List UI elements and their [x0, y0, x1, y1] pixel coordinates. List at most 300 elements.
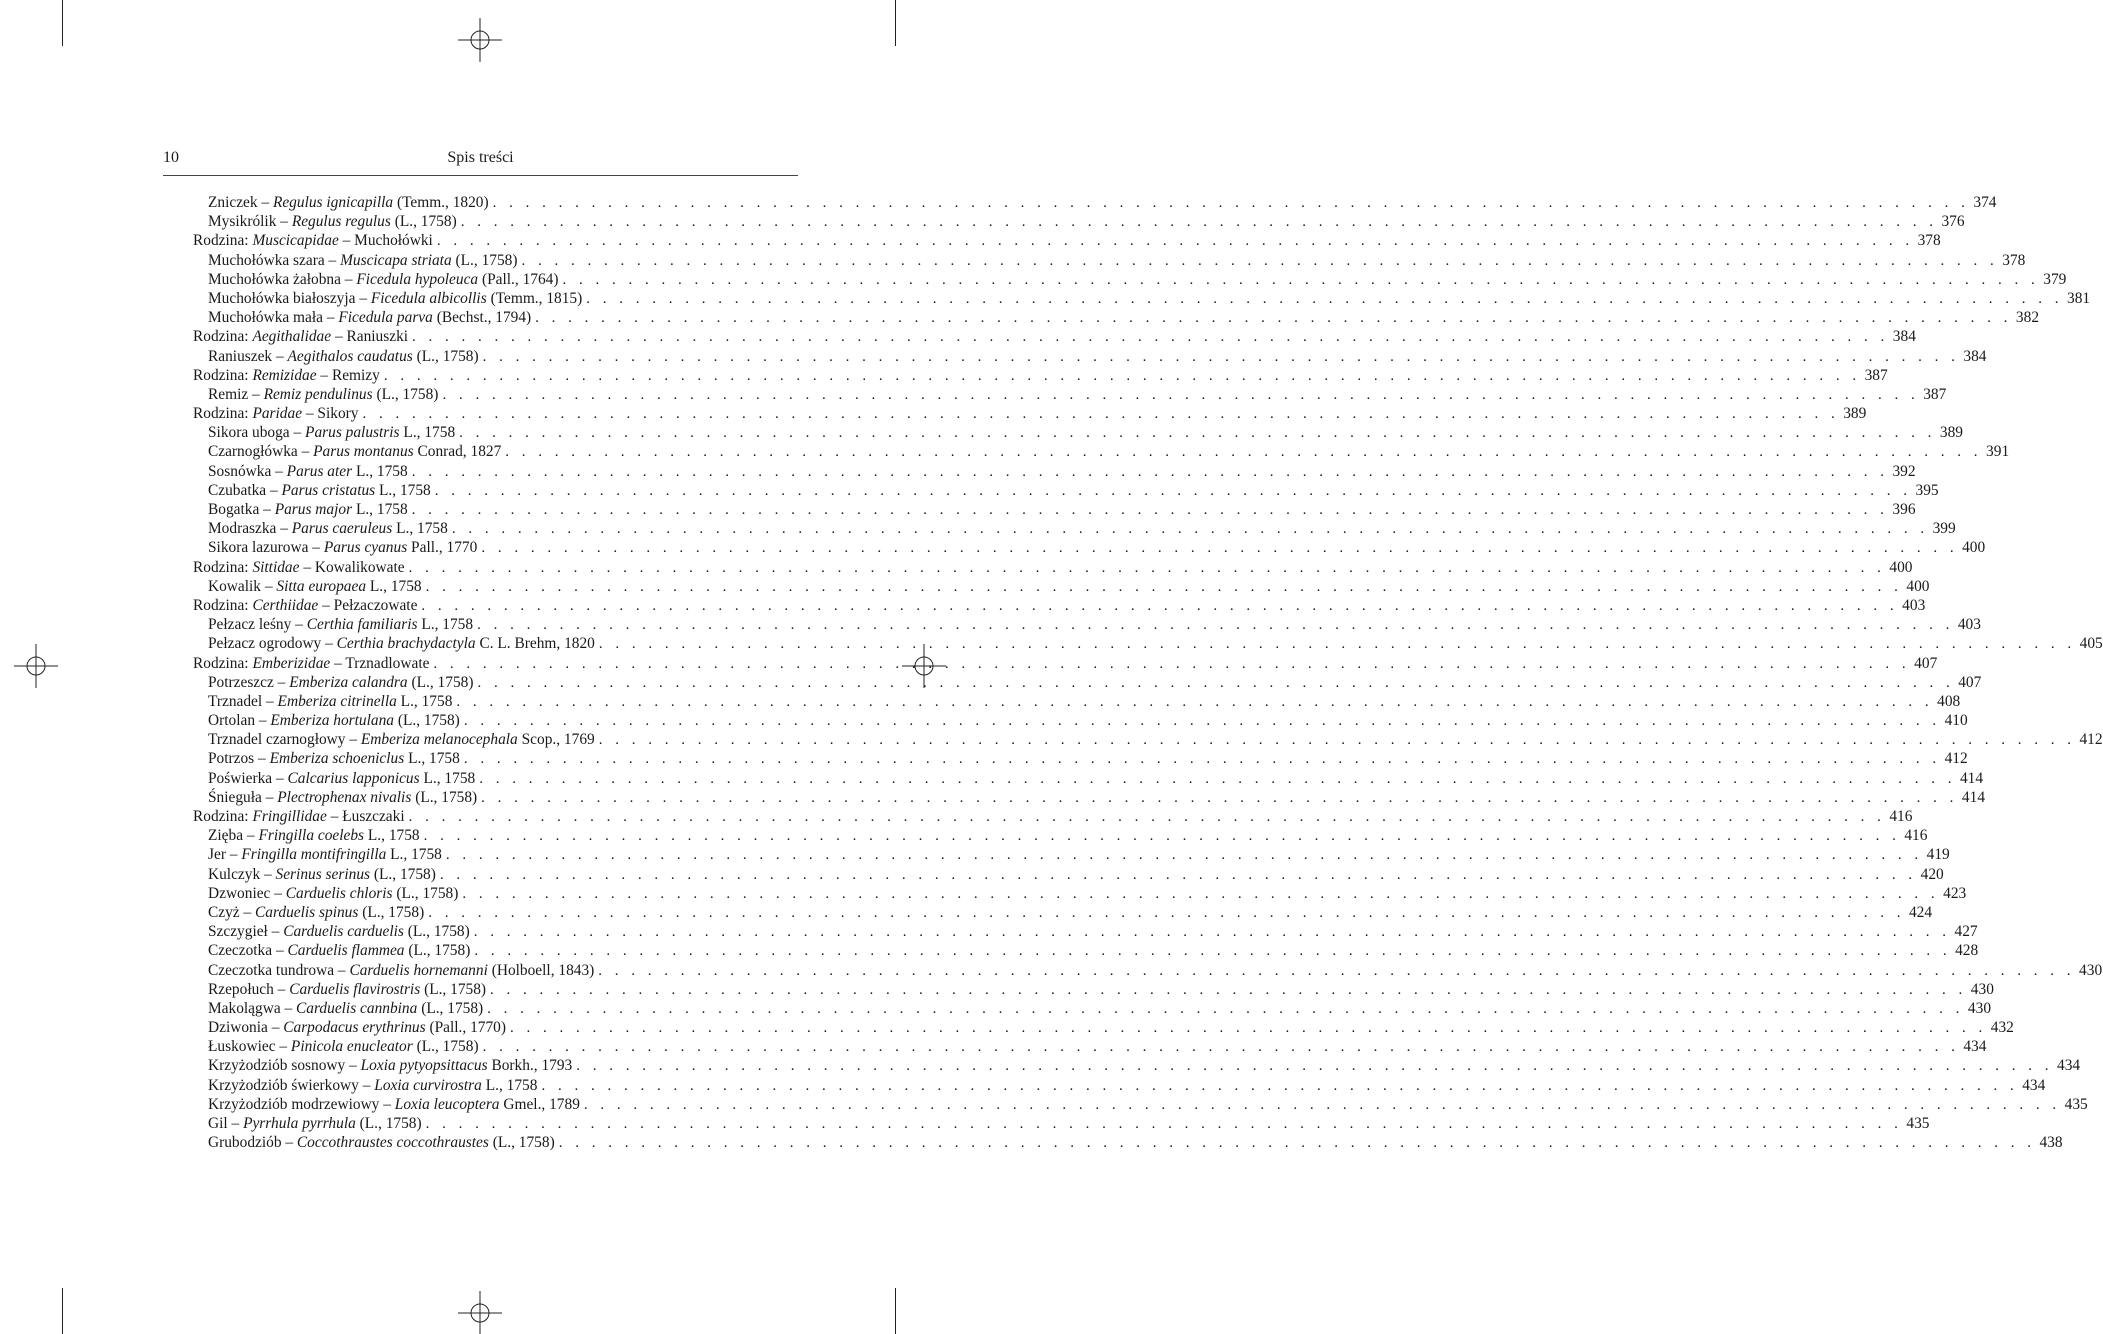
toc-species-entry — [193, 692, 1961, 711]
toc-entry-name: Rodzina: — [193, 232, 249, 250]
toc-species-entry — [193, 941, 1979, 960]
toc-dot-leader: . . . . . . . . . . . . . . . . . . . . . . . . . . . . . . . . . . . . . . . . . . . . . . . . . . . . . . . . . . . . . . . . . . . . . . . . . . . . . . . . . . . . . . . . . . — [562, 271, 2040, 288]
toc-dot-leader: . . . . . . . . . . . . . . . . . . . . . . . . . . . . . . . . . . . . . . . . . . . . . . . . . . . . . . . . . . . . . . . . . . . . . . . . . . . . . . . . . . . . . . . . . . — [481, 540, 1959, 557]
toc-page-number: 438 — [2039, 1134, 2063, 1152]
toc-entry-common-name: Raniuszki — [346, 328, 409, 346]
toc-entry-name: Czarnogłówka — [208, 443, 298, 461]
toc-entry-title: Sikora uboga – Parus palustris L., 1758 — [208, 424, 456, 442]
toc-entry-title: Czyż – Carduelis spinus (L., 1758) — [208, 903, 425, 921]
toc-entry-title: Dzwoniec – Carduelis chloris (L., 1758) — [208, 884, 459, 902]
toc-page-number: 420 — [1920, 865, 1944, 883]
toc-entry-latin-name: Parus cyanus — [323, 539, 408, 557]
toc-page-number: 374 — [1973, 194, 1997, 211]
toc-entry-title: Rodzina: Remizidae – Remizy — [193, 366, 380, 384]
toc-species-entry — [193, 212, 1965, 231]
toc-entry-name: Rodzina: — [193, 654, 249, 672]
toc-species-entry — [193, 1037, 1987, 1056]
toc-dot-leader: . . . . . . . . . . . . . . . . . . . . . . . . . . . . . . . . . . . . . . . . . . . . . . . . . . . . . . . . . . . . . . . . . . . . . . . . . . . . . . . . . . . . . . . . . . — [474, 943, 1952, 960]
toc-dot-leader: . . . . . . . . . . . . . . . . . . . . . . . . . . . . . . . . . . . . . . . . . . . . . . . . . . . . . . . . . . . . . . . . . . . . . . . . . . . . . . . . . . . . . . . . . . — [456, 693, 1934, 710]
toc-entry-title: Zniczek – Regulus ignicapilla (Temm., 1820) — [208, 194, 489, 211]
toc-entry-latin-name: Pyrrhula pyrrhula — [243, 1115, 356, 1132]
toc-entry-latin-name: Certhia familiaris — [306, 616, 418, 634]
toc-entry-title: Trznadel – Emberiza citrinella L., 1758 — [208, 692, 453, 710]
toc-entry-latin-name: Carduelis cannbina — [296, 999, 418, 1017]
toc-species-entry — [193, 788, 1986, 807]
toc-dot-leader: . . . . . . . . . . . . . . . . . . . . . . . . . . . . . . . . . . . . . . . . . . . . . . . . . . . . . . . . . . . . . . . . . . . . . . . . . . . . . . . . . . . . . . . . . . — [463, 751, 1941, 768]
toc-entry-common-name: Sikory — [317, 405, 359, 423]
toc-entry-latin-name: Carduelis flavirostris — [289, 980, 421, 998]
toc-entry-name: Krzyżodziób modrzewiowy — [208, 1095, 380, 1113]
toc-dot-leader: . . . . . . . . . . . . . . . . . . . . . . . . . . . . . . . . . . . . . . . . . . . . . . . . . . . . . . . . . . . . . . . . . . . . . . . . . . . . . . . . . . . . . . . . . . — [510, 1020, 1987, 1037]
toc-entry-title: Muchołówka białoszyja – Ficedula albicollis (Temm., 1815) — [208, 289, 583, 307]
toc-species-entry — [193, 538, 1986, 557]
toc-entry-latin-name: Fringilla montifringilla — [241, 846, 387, 864]
toc-dot-leader: . . . . . . . . . . . . . . . . . . . . . . . . . . . . . . . . . . . . . . . . . . . . . . . . . . . . . . . . . . . . . . . . . . . . . . . . . . . . . . . . . . . . . . . . . . — [436, 233, 1914, 250]
toc-entry-name: Rodzina: — [193, 558, 249, 576]
toc-dot-leader: . . . . . . . . . . . . . . . . . . . . . . . . . . . . . . . . . . . . . . . . . . . . . . . . . . . . . . . . . . . . . . . . . . . . . . . . . . . . . . . . . . . . . . . . . . — [445, 847, 1923, 864]
toc-entry-common-name: Łuszczaki — [342, 808, 405, 825]
toc-species-entry — [193, 519, 1956, 538]
toc-entry-title: Pełzacz ogrodowy – Certhia brachydactyla C. L. Brehm, 1820 — [208, 635, 595, 653]
toc-entry-latin-name: Carpodacus erythrinus — [283, 1019, 426, 1037]
toc-dot-leader: . . . . . . . . . . . . . . . . . . . . . . . . . . . . . . . . . . . . . . . . . . . . . . . . . . . . . . . . . . . . . . . . . . . . . . . . . . . . . . . . . . . . . . . . . . — [521, 252, 1999, 269]
toc-page-number: 384 — [1963, 347, 1987, 365]
toc-entry-latin-name: Regulus ignicapilla — [272, 194, 394, 211]
toc-entry-authority: (L., 1758) — [416, 1038, 479, 1056]
toc-family-entry — [193, 366, 1888, 385]
toc-entry-name: Ortolan — [208, 712, 256, 730]
toc-species-entry — [193, 423, 1963, 442]
toc-entry-name: Potrzos — [208, 750, 255, 768]
toc-entry-latin-name: Muscicapa striata — [340, 251, 452, 269]
toc-page-number: 405 — [2079, 635, 2103, 653]
toc-entry-name: Muchołówka mała — [208, 309, 323, 327]
toc-entry-authority: (L., 1758) — [359, 1115, 422, 1132]
toc-entry-name: Grubodziób — [208, 1134, 282, 1152]
toc-species-entry — [193, 308, 2040, 327]
toc-dot-leader: . . . . . . . . . . . . . . . . . . . . . . . . . . . . . . . . . . . . . . . . . . . . . . . . . . . . . . . . . . . . . . . . . . . . . . . . . . . . . . . . . . . . . . . . . . — [425, 1116, 1903, 1132]
toc-dot-leader: . . . . . . . . . . . . . . . . . . . . . . . . . . . . . . . . . . . . . . . . . . . . . . . . . . . . . . . . . . . . . . . . . . . . . . . . . . . . . . . . . . . . . . . . . . — [408, 559, 1886, 576]
toc-page-number: 384 — [1892, 328, 1916, 346]
page-number: 10 — [163, 149, 179, 166]
toc-entry-authority: L., 1758 — [408, 750, 460, 768]
toc-family-entry — [193, 654, 1938, 673]
toc-entry-authority: (Pall., 1764) — [481, 270, 559, 288]
toc-entry-title: Rodzina: Paridae – Sikory — [193, 405, 359, 423]
toc-entry-title: Remiz – Remiz pendulinus (L., 1758) — [208, 385, 439, 403]
toc-entry-latin-name: Emberizidae — [252, 654, 331, 672]
toc-page-number: 400 — [1889, 558, 1913, 576]
toc-entry-name: Raniuszek — [208, 347, 273, 365]
toc-entry-latin-name: Parus palustris — [305, 424, 400, 442]
toc-entry-authority: Scop., 1769 — [521, 731, 595, 749]
toc-dot-leader: . . . . . . . . . . . . . . . . . . . . . . . . . . . . . . . . . . . . . . . . . . . . . . . . . . . . . . . . . . . . . . . . . . . . . . . . . . . . . . . . . . . . . . . . . . — [481, 789, 1958, 806]
toc-species-entry — [193, 865, 1944, 884]
toc-entry-authority: (L., 1758) — [408, 942, 471, 960]
toc-entry-authority: (Pall., 1770) — [429, 1019, 506, 1037]
toc-page-number: 434 — [2022, 1076, 2046, 1094]
toc-entry-authority: (Temm., 1820) — [396, 194, 489, 211]
toc-species-entry — [193, 673, 1982, 692]
toc-entry-name: Trznadel czarnogłowy — [208, 731, 346, 749]
toc-entry-authority: L., 1758 — [367, 827, 420, 845]
toc-entry-name: Szczygieł — [208, 923, 268, 941]
crop-mark — [895, 0, 896, 46]
crop-mark — [62, 0, 63, 46]
toc-dot-leader: . . . . . . . . . . . . . . . . . . . . . . . . . . . . . . . . . . . . . . . . . . . . . . . . . . . . . . . . . . . . . . . . . . . . . . . . . . . . . . . . . . . . . . . . . . — [451, 521, 1929, 538]
toc-dot-leader: . . . . . . . . . . . . . . . . . . . . . . . . . . . . . . . . . . . . . . . . . . . . . . . . . . . . . . . . . . . . . . . . . . . . . . . . . . . . . . . . . . . . . . . . . . — [477, 617, 1954, 634]
toc-entry-authority: Pall., 1770 — [411, 539, 478, 557]
toc-dot-leader: . . . . . . . . . . . . . . . . . . . . . . . . . . . . . . . . . . . . . . . . . . . . . . . . . . . . . . . . . . . . . . . . . . . . . . . . . . . . . . . . . . . . . . . . . . — [433, 655, 1911, 672]
toc-entry-name: Pełzacz leśny — [208, 616, 292, 634]
toc-entry-title: Pełzacz leśny – Certhia familiaris L., 1758 — [208, 616, 474, 634]
toc-entry-latin-name: Ficedula hypoleuca — [356, 270, 479, 288]
toc-entry-title: Krzyżodziób modrzewiowy – Loxia leucoptera Gmel., 1789 — [208, 1095, 580, 1113]
toc-entry-latin-name: Parus caeruleus — [291, 520, 393, 538]
toc-entry-name: Rodzina: — [193, 366, 249, 384]
toc-entry-title: Bogatka – Parus major L., 1758 — [208, 501, 408, 518]
toc-dot-leader: . . . . . . . . . . . . . . . . . . . . . . . . . . . . . . . . . . . . . . . . . . . . . . . . . . . . . . . . . . . . . . . . . . . . . . . . . . . . . . . . . . . . . . . . . . — [479, 770, 1956, 787]
toc-entry-title: Gil – Pyrrhula pyrrhula (L., 1758) — [208, 1115, 422, 1132]
toc-entry-name: Śnieguła — [208, 788, 262, 806]
toc-entry-name: Krzyżodziób sosnowy — [208, 1057, 346, 1075]
toc-entry-authority: C. L. Brehm, 1820 — [479, 635, 595, 653]
toc-family-entry — [193, 807, 1913, 826]
toc-page-number: 400 — [1906, 577, 1930, 595]
toc-entry-latin-name: Aegithalos caudatus — [287, 347, 413, 365]
toc-entry-latin-name: Carduelis flammea — [287, 942, 405, 960]
toc-dot-leader: . . . . . . . . . . . . . . . . . . . . . . . . . . . . . . . . . . . . . . . . . . . . . . . . . . . . . . . . . . . . . . . . . . . . . . . . . . . . . . . . . . . . . . . . . . — [411, 502, 1889, 518]
toc-entry-title: Krzyżodziób sosnowy – Loxia pytyopsittacus Borkh., 1793 — [208, 1057, 573, 1075]
toc-entry-title: Rodzina: Emberizidae – Trznadlowate — [193, 654, 430, 672]
toc-dot-leader: . . . . . . . . . . . . . . . . . . . . . . . . . . . . . . . . . . . . . . . . . . . . . . . . . . . . . . . . . . . . . . . . . . . . . . . . . . . . . . . . . . . . . . . . . . — [492, 195, 1970, 211]
toc-entry-title: Mysikrólik – Regulus regulus (L., 1758) — [208, 213, 457, 231]
toc-page-number: 399 — [1932, 520, 1956, 538]
toc-entry-latin-name: Parus ater — [286, 462, 353, 480]
toc-dot-leader: . . . . . . . . . . . . . . . . . . . . . . . . . . . . . . . . . . . . . . . . . . . . . . . . . . . . . . . . . . . . . . . . . . . . . . . . . . . . . . . . . . . . . . . . . . — [442, 386, 1920, 403]
toc-dot-leader: . . . . . . . . . . . . . . . . . . . . . . . . . . . . . . . . . . . . . . . . . . . . . . . . . . . . . . . . . . . . . . . . . . . . . . . . . . . . . . . . . . . . . . . . . . — [412, 329, 1889, 346]
toc-entry-latin-name: Loxia pytyopsittacus — [360, 1057, 488, 1075]
toc-page-number: 400 — [1962, 539, 1986, 557]
toc-entry-authority: L., 1758 — [485, 1076, 538, 1094]
toc-entry-latin-name: Parus montanus — [313, 443, 414, 461]
toc-entry-name: Kowalik — [208, 577, 262, 595]
toc-entry-name: Czeczotka — [208, 942, 273, 960]
toc-entry-title: Jer – Fringilla montifringilla L., 1758 — [208, 846, 442, 864]
toc-page-number: 407 — [1914, 654, 1938, 672]
toc-entry-authority: L., 1758 — [423, 769, 476, 787]
toc-entry-latin-name: Carduelis hornemanni — [349, 961, 488, 979]
toc-species-entry — [193, 1056, 2081, 1075]
toc-dot-leader: . . . . . . . . . . . . . . . . . . . . . . . . . . . . . . . . . . . . . . . . . . . . . . . . . . . . . . . . . . . . . . . . . . . . . . . . . . . . . . . . . . . . . . . . . . — [428, 904, 1905, 921]
toc-entry-name: Gil — [208, 1115, 228, 1132]
toc-dot-leader: . . . . . . . . . . . . . . . . . . . . . . . . . . . . . . . . . . . . . . . . . . . . . . . . . . . . . . . . . . . . . . . . . . . . . . . . . . . . . . . . . . . . . . . . . . — [576, 1058, 2053, 1075]
toc-species-entry — [193, 769, 1984, 788]
toc-page-number: 387 — [1864, 366, 1888, 384]
toc-entry-authority: (L., 1758) — [415, 788, 478, 806]
toc-species-entry — [193, 634, 2103, 653]
toc-species-entry — [193, 347, 1987, 366]
toc-species-entry — [193, 884, 1967, 903]
toc-species-entry — [193, 442, 2010, 461]
toc-entry-name: Sikora lazurowa — [208, 539, 309, 557]
registration-mark-icon — [458, 18, 502, 62]
toc-entry-name: Trznadel — [208, 692, 263, 710]
toc-page-number: 395 — [1915, 481, 1939, 499]
toc-species-entry — [193, 385, 1947, 404]
toc-entry-name: Jer — [208, 846, 226, 864]
toc-entry-name: Czyż — [208, 903, 240, 921]
toc-page-number: 410 — [1944, 712, 1968, 730]
toc-page-number: 423 — [1943, 884, 1967, 902]
toc-entry-title: Sosnówka – Parus ater L., 1758 — [208, 462, 408, 480]
toc-family-entry — [193, 596, 1926, 615]
toc-species-entry — [193, 500, 1916, 519]
toc-page-number: 403 — [1957, 616, 1981, 634]
toc-species-entry — [193, 999, 1992, 1018]
toc-entry-title: Rodzina: Fringillidae – Łuszczaki — [193, 808, 405, 825]
toc-dot-leader: . . . . . . . . . . . . . . . . . . . . . . . . . . . . . . . . . . . . . . . . . . . . . . . . . . . . . . . . . . . . . . . . . . . . . . . . . . . . . . . . . . . . . . . . . . — [477, 674, 1955, 691]
toc-dot-leader: . . . . . . . . . . . . . . . . . . . . . . . . . . . . . . . . . . . . . . . . . . . . . . . . . . . . . . . . . . . . . . . . . . . . . . . . . . . . . . . . . . . . . . . . . . — [535, 310, 2012, 327]
toc-entry-name: Dzwoniec — [208, 884, 271, 902]
toc-entry-title: Raniuszek – Aegithalos caudatus (L., 1758) — [208, 347, 479, 365]
toc-dot-leader: . . . . . . . . . . . . . . . . . . . . . . . . . . . . . . . . . . . . . . . . . . . . . . . . . . . . . . . . . . . . . . . . . . . . . . . . . . . . . . . . . . . . . . . . . . — [598, 962, 2076, 979]
toc-entry-name: Sosnówka — [208, 462, 272, 480]
toc-entry-latin-name: Coccothraustes coccothraustes — [296, 1134, 489, 1152]
toc-entry-latin-name: Calcarius lapponicus — [287, 769, 420, 787]
toc-species-entry — [193, 615, 1981, 634]
toc-entry-title: Zięba – Fringilla coelebs L., 1758 — [208, 827, 420, 845]
toc-entry-latin-name: Remizidae — [252, 366, 317, 384]
crop-mark — [895, 1288, 896, 1334]
toc-entry-latin-name: Regulus regulus — [291, 213, 391, 231]
toc-dot-leader: . . . . . . . . . . . . . . . . . . . . . . . . . . . . . . . . . . . . . . . . . . . . . . . . . . . . . . . . . . . . . . . . . . . . . . . . . . . . . . . . . . . . . . . . . . — [463, 713, 1941, 730]
toc-page-number: 408 — [1937, 692, 1961, 710]
toc-entry-name: Czeczotka tundrowa — [208, 961, 335, 979]
toc-entry-name: Rzepołuch — [208, 980, 274, 998]
toc-page-number: 387 — [1923, 385, 1947, 403]
toc-dot-leader: . . . . . . . . . . . . . . . . . . . . . . . . . . . . . . . . . . . . . . . . . . . . . . . . . . . . . . . . . . . . . . . . . . . . . . . . . . . . . . . . . . . . . . . . . . — [583, 1096, 2061, 1113]
toc-entry-title: Modraszka – Parus caeruleus L., 1758 — [208, 520, 448, 538]
toc-dot-leader: . . . . . . . . . . . . . . . . . . . . . . . . . . . . . . . . . . . . . . . . . . . . . . . . . . . . . . . . . . . . . . . . . . . . . . . . . . . . . . . . . . . . . . . . . . — [462, 885, 1940, 902]
toc-page-number: 389 — [1939, 424, 1963, 442]
toc-dot-leader: . . . . . . . . . . . . . . . . . . . . . . . . . . . . . . . . . . . . . . . . . . . . . . . . . . . . . . . . . . . . . . . . . . . . . . . . . . . . . . . . . . . . . . . . . . — [598, 732, 2076, 749]
toc-dot-leader: . . . . . . . . . . . . . . . . . . . . . . . . . . . . . . . . . . . . . . . . . . . . . . . . . . . . . . . . . . . . . . . . . . . . . . . . . . . . . . . . . . . . . . . . . . — [505, 444, 1983, 461]
toc-entry-title: Rodzina: Certhiidae – Pełzaczowate — [193, 596, 418, 614]
toc-entry-name: Rodzina: — [193, 405, 249, 423]
toc-entry-authority: (L., 1758) — [416, 347, 479, 365]
toc-entry-latin-name: Emberiza schoeniclus — [269, 750, 405, 768]
registration-mark-icon — [458, 1291, 502, 1334]
toc-page-number: 378 — [1917, 232, 1941, 250]
toc-entry-authority: L., 1758 — [400, 692, 453, 710]
toc-page-number: 381 — [2067, 289, 2091, 307]
toc-dot-leader: . . . . . . . . . . . . . . . . . . . . . . . . . . . . . . . . . . . . . . . . . . . . . . . . . . . . . . . . . . . . . . . . . . . . . . . . . . . . . . . . . . . . . . . . . . — [558, 1135, 2036, 1152]
toc-entry-authority: L., 1758 — [355, 501, 408, 518]
toc-page-number: 419 — [1926, 846, 1950, 864]
toc-dot-leader: . . . . . . . . . . . . . . . . . . . . . . . . . . . . . . . . . . . . . . . . . . . . . . . . . . . . . . . . . . . . . . . . . . . . . . . . . . . . . . . . . . . . . . . . . . — [487, 1000, 1964, 1017]
toc-entry-name: Rodzina: — [193, 808, 249, 825]
toc-entry-title: Trznadel czarnogłowy – Emberiza melanocephala Scop., 1769 — [208, 731, 595, 749]
toc-entry-title: Kowalik – Sitta europaea L., 1758 — [208, 577, 422, 595]
toc-entry-authority: Gmel., 1789 — [503, 1095, 580, 1113]
toc-entry-latin-name: Fringilla coelebs — [258, 827, 365, 845]
toc-entry-name: Czubatka — [208, 481, 267, 499]
toc-page-number: 403 — [1902, 596, 1926, 614]
toc-entry-title: Muchołówka żałobna – Ficedula hypoleuca (Pall., 1764) — [208, 270, 559, 288]
toc-entry-latin-name: Remiz pendulinus — [263, 385, 373, 403]
toc-dot-leader: . . . . . . . . . . . . . . . . . . . . . . . . . . . . . . . . . . . . . . . . . . . . . . . . . . . . . . . . . . . . . . . . . . . . . . . . . . . . . . . . . . . . . . . . . . — [425, 578, 1903, 595]
toc-entry-latin-name: Emberiza hortulana — [270, 712, 394, 730]
toc-dot-leader: . . . . . . . . . . . . . . . . . . . . . . . . . . . . . . . . . . . . . . . . . . . . . . . . . . . . . . . . . . . . . . . . . . . . . . . . . . . . . . . . . . . . . . . . . . — [434, 482, 1912, 499]
toc-entry-name: Zniczek — [208, 194, 258, 211]
toc-page-number: 435 — [2064, 1095, 2088, 1113]
toc-family-entry — [193, 327, 1916, 346]
toc-dot-leader: . . . . . . . . . . . . . . . . . . . . . . . . . . . . . . . . . . . . . . . . . . . . . . . . . . . . . . . . . . . . . . . . . . . . . . . . . . . . . . . . . . . . . . . . . . — [490, 981, 1967, 998]
toc-entry-title: Czeczotka tundrowa – Carduelis hornemanni (Holboell, 1843) — [208, 961, 595, 979]
toc-entry-latin-name: Aegithalidae — [252, 328, 332, 346]
toc-entry-latin-name: Sittidae — [252, 558, 300, 576]
toc-page-number: 434 — [1963, 1038, 1987, 1056]
toc-page-number: 427 — [1954, 923, 1978, 941]
toc-entry-name: Bogatka — [208, 501, 260, 518]
toc-entry-common-name: Trznadlowate — [345, 654, 430, 672]
toc-entry-latin-name: Pinicola enucleator — [290, 1038, 413, 1056]
toc-entry-authority: (Temm., 1815) — [490, 289, 583, 307]
toc-entry-name: Kulczyk — [208, 865, 261, 883]
toc-dot-leader: . . . . . . . . . . . . . . . . . . . . . . . . . . . . . . . . . . . . . . . . . . . . . . . . . . . . . . . . . . . . . . . . . . . . . . . . . . . . . . . . . . . . . . . . . . — [482, 348, 1960, 365]
toc-page-number: 379 — [2043, 270, 2067, 288]
toc-entry-name: Mysikrólik — [208, 213, 277, 231]
toc-entry-latin-name: Ficedula albicollis — [370, 289, 487, 307]
toc-species-entry — [193, 1114, 1930, 1133]
toc-entry-latin-name: Parus cristatus — [281, 481, 376, 499]
toc-entry-latin-name: Loxia leucoptera — [394, 1095, 500, 1113]
toc-entry-latin-name: Fringillidae — [252, 808, 327, 825]
toc-entry-name: Makolągwa — [208, 999, 281, 1017]
toc-species-entry — [193, 711, 1968, 730]
toc-entry-authority: (Bechst., 1794) — [436, 309, 532, 327]
toc-family-entry — [193, 404, 1867, 423]
toc-page-number: 432 — [1990, 1019, 2014, 1037]
toc-entry-name: Sikora uboga — [208, 424, 290, 442]
toc-entry-latin-name: Carduelis chloris — [285, 884, 393, 902]
toc-entry-authority: (L., 1758) — [396, 884, 459, 902]
toc-entry-authority: Conrad, 1827 — [417, 443, 502, 461]
toc-entry-authority: (L., 1758) — [492, 1134, 555, 1152]
toc-entry-title: Dziwonia – Carpodacus erythrinus (Pall., 1770) — [208, 1019, 506, 1037]
toc-dot-leader: . . . . . . . . . . . . . . . . . . . . . . . . . . . . . . . . . . . . . . . . . . . . . . . . . . . . . . . . . . . . . . . . . . . . . . . . . . . . . . . . . . . . . . . . . . — [421, 597, 1899, 614]
toc-dot-leader: . . . . . . . . . . . . . . . . . . . . . . . . . . . . . . . . . . . . . . . . . . . . . . . . . . . . . . . . . . . . . . . . . . . . . . . . . . . . . . . . . . . . . . . . . . — [411, 463, 1889, 480]
toc-entry-authority: (L., 1758) — [362, 903, 425, 921]
toc-page-number: 412 — [2079, 731, 2103, 749]
toc-family-entry — [193, 558, 1913, 577]
toc-page-number: 382 — [2015, 309, 2040, 327]
toc-species-entry — [193, 980, 1994, 999]
toc-entry-authority: (L., 1758) — [421, 999, 484, 1017]
toc-entry-common-name: Remizy — [331, 366, 380, 384]
toc-species-entry — [193, 462, 1916, 481]
toc-entry-title: Rzepołuch – Carduelis flavirostris (L., 1758) — [208, 980, 487, 998]
toc-entry-title: Rodzina: Aegithalidae – Raniuszki — [193, 328, 409, 346]
toc-entry-latin-name: Loxia curvirostra — [374, 1076, 482, 1094]
toc-dot-leader: . . . . . . . . . . . . . . . . . . . . . . . . . . . . . . . . . . . . . . . . . . . . . . . . . . . . . . . . . . . . . . . . . . . . . . . . . . . . . . . . . . . . . . . . . . — [362, 406, 1840, 423]
toc-dot-leader: . . . . . . . . . . . . . . . . . . . . . . . . . . . . . . . . . . . . . . . . . . . . . . . . . . . . . . . . . . . . . . . . . . . . . . . . . . . . . . . . . . . . . . . . . . — [459, 425, 1936, 442]
toc-species-entry — [193, 577, 1930, 596]
toc-dot-leader: . . . . . . . . . . . . . . . . . . . . . . . . . . . . . . . . . . . . . . . . . . . . . . . . . . . . . . . . . . . . . . . . . . . . . . . . . . . . . . . . . . . . . . . . . . — [383, 367, 1861, 384]
toc-entry-latin-name: Ficedula parva — [338, 309, 433, 327]
toc-page-number: 414 — [1961, 788, 1986, 806]
toc-species-entry — [193, 289, 2091, 308]
toc-species-entry — [193, 730, 2103, 749]
toc-dot-leader: . . . . . . . . . . . . . . . . . . . . . . . . . . . . . . . . . . . . . . . . . . . . . . . . . . . . . . . . . . . . . . . . . . . . . . . . . . . . . . . . . . . . . . . . . . — [598, 636, 2076, 653]
toc-entry-title: Kulczyk – Serinus serinus (L., 1758) — [208, 865, 436, 883]
toc-entry-title: Grubodziób – Coccothraustes coccothraustes (L., 1758) — [208, 1134, 555, 1152]
toc-species-entry — [193, 251, 2026, 270]
toc-page-number: 416 — [1889, 808, 1913, 825]
toc-species-entry — [193, 193, 1997, 212]
toc-entry-name: Remiz — [208, 385, 249, 403]
toc-entry-authority: (L., 1758) — [376, 385, 439, 403]
toc-entry-name: Modraszka — [208, 520, 277, 538]
running-header — [163, 149, 798, 171]
toc-entry-authority: (L., 1758) — [373, 865, 436, 883]
toc-entry-title: Czeczotka – Carduelis flammea (L., 1758) — [208, 942, 471, 960]
toc-page-number: 378 — [2002, 251, 2026, 269]
toc-entry-authority: (L., 1758) — [455, 251, 518, 269]
toc-dot-leader: . . . . . . . . . . . . . . . . . . . . . . . . . . . . . . . . . . . . . . . . . . . . . . . . . . . . . . . . . . . . . . . . . . . . . . . . . . . . . . . . . . . . . . . . . . — [541, 1077, 2019, 1094]
toc-page-number: 424 — [1908, 903, 1933, 921]
toc-page-number: 430 — [1967, 999, 1992, 1017]
toc-family-entry — [193, 231, 1941, 250]
toc-species-entry — [193, 270, 2067, 289]
toc-entry-authority: (L., 1758) — [397, 712, 460, 730]
toc-entry-latin-name: Carduelis carduelis — [283, 923, 404, 941]
toc-page-number: 392 — [1892, 462, 1916, 480]
toc-page-number: 428 — [1955, 942, 1979, 960]
toc-page-number: 391 — [1986, 443, 2010, 461]
toc-species-entry — [193, 903, 1933, 922]
toc-dot-leader: . . . . . . . . . . . . . . . . . . . . . . . . . . . . . . . . . . . . . . . . . . . . . . . . . . . . . . . . . . . . . . . . . . . . . . . . . . . . . . . . . . . . . . . . . . — [482, 1039, 1960, 1056]
toc-entry-authority: (L., 1758) — [424, 980, 487, 998]
toc-entry-name: Muchołówka żałobna — [208, 270, 341, 288]
toc-entry-latin-name: Emberiza melanocephala — [360, 731, 518, 749]
toc-entry-name: Pełzacz ogrodowy — [208, 635, 322, 653]
toc-entry-authority: L., 1758 — [390, 846, 442, 864]
toc-entry-title: Makolągwa – Carduelis cannbina (L., 1758) — [208, 999, 484, 1017]
toc-entry-title: Śnieguła – Plectrophenax nivalis (L., 1758) — [208, 788, 478, 806]
toc-entry-authority: (L., 1758) — [407, 923, 470, 941]
toc-species-entry — [193, 481, 1939, 500]
header-rule — [163, 175, 798, 176]
toc-entry-latin-name: Certhia brachydactyla — [336, 635, 476, 653]
toc-species-entry — [193, 1076, 2046, 1095]
toc-page-number: 416 — [1904, 827, 1928, 845]
toc-entry-name: Poświerka — [208, 769, 273, 787]
toc-entry-latin-name: Plectrophenax nivalis — [277, 788, 412, 806]
toc-entry-latin-name: Emberiza citrinella — [277, 692, 397, 710]
toc-entry-title: Czubatka – Parus cristatus L., 1758 — [208, 481, 431, 499]
toc-entry-authority: (L., 1758) — [411, 673, 474, 691]
toc-entry-latin-name: Muscicapidae — [252, 232, 339, 250]
toc-entry-title: Rodzina: Muscicapidae – Muchołówki — [193, 232, 433, 250]
toc-dot-leader: . . . . . . . . . . . . . . . . . . . . . . . . . . . . . . . . . . . . . . . . . . . . . . . . . . . . . . . . . . . . . . . . . . . . . . . . . . . . . . . . . . . . . . . . . . — [460, 214, 1938, 231]
toc-entry-latin-name: Certhiidae — [252, 596, 319, 614]
toc-entry-latin-name: Paridae — [252, 405, 303, 423]
toc-dot-leader: . . . . . . . . . . . . . . . . . . . . . . . . . . . . . . . . . . . . . . . . . . . . . . . . . . . . . . . . . . . . . . . . . . . . . . . . . . . . . . . . . . . . . . . . . . — [473, 924, 1951, 941]
toc-species-entry — [193, 826, 1928, 845]
toc-entry-authority: L., 1758 — [396, 520, 448, 538]
